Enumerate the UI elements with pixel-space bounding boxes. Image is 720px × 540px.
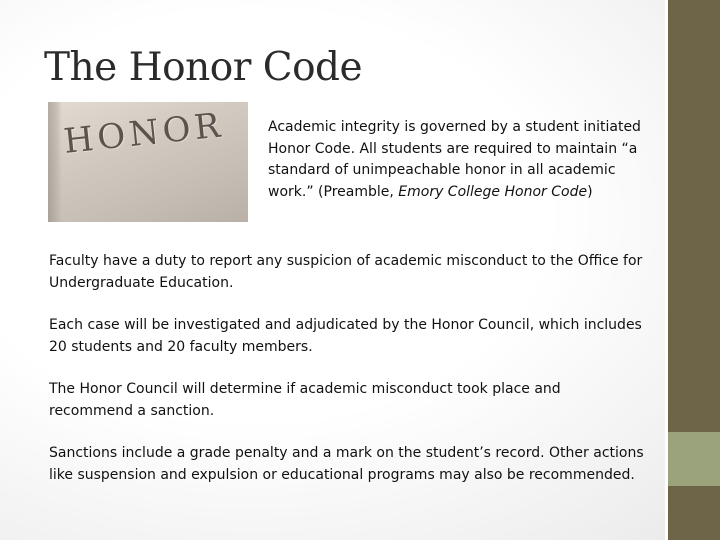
paragraph-faculty-duty: Faculty have a duty to report any suspicion of academic misconduct to the Office for Undergraduate Education. (49, 253, 643, 291)
slide-title: The Honor Code (44, 45, 363, 90)
paragraph-determination: The Honor Council will determine if academic misconduct took place and recommend a sanction. (49, 381, 561, 419)
intro-paragraph (268, 117, 653, 203)
photo-engraved-word: HONOR (61, 105, 226, 162)
intro-closing: ) (587, 183, 593, 200)
paragraph-sanctions: Sanctions include a grade penalty and a mark on the student’s record. Other actions like suspension and expulsion or educational programs may also be recommended. (49, 445, 644, 483)
photo-shadow-edge (48, 102, 62, 222)
intro-text: Academic integrity is governed by a student initiated Honor Code. All students are required to maintain “a standard of unimpeachable honor in all academic work.” (Preamble, (268, 119, 641, 200)
honor-photo (48, 102, 248, 222)
side-accent-block (668, 432, 720, 486)
paragraph-investigation: Each case will be investigated and adjudicated by the Honor Council, which includes 20 students and 20 faculty members. (49, 317, 642, 355)
intro-source: Emory College Honor Code (398, 183, 588, 200)
